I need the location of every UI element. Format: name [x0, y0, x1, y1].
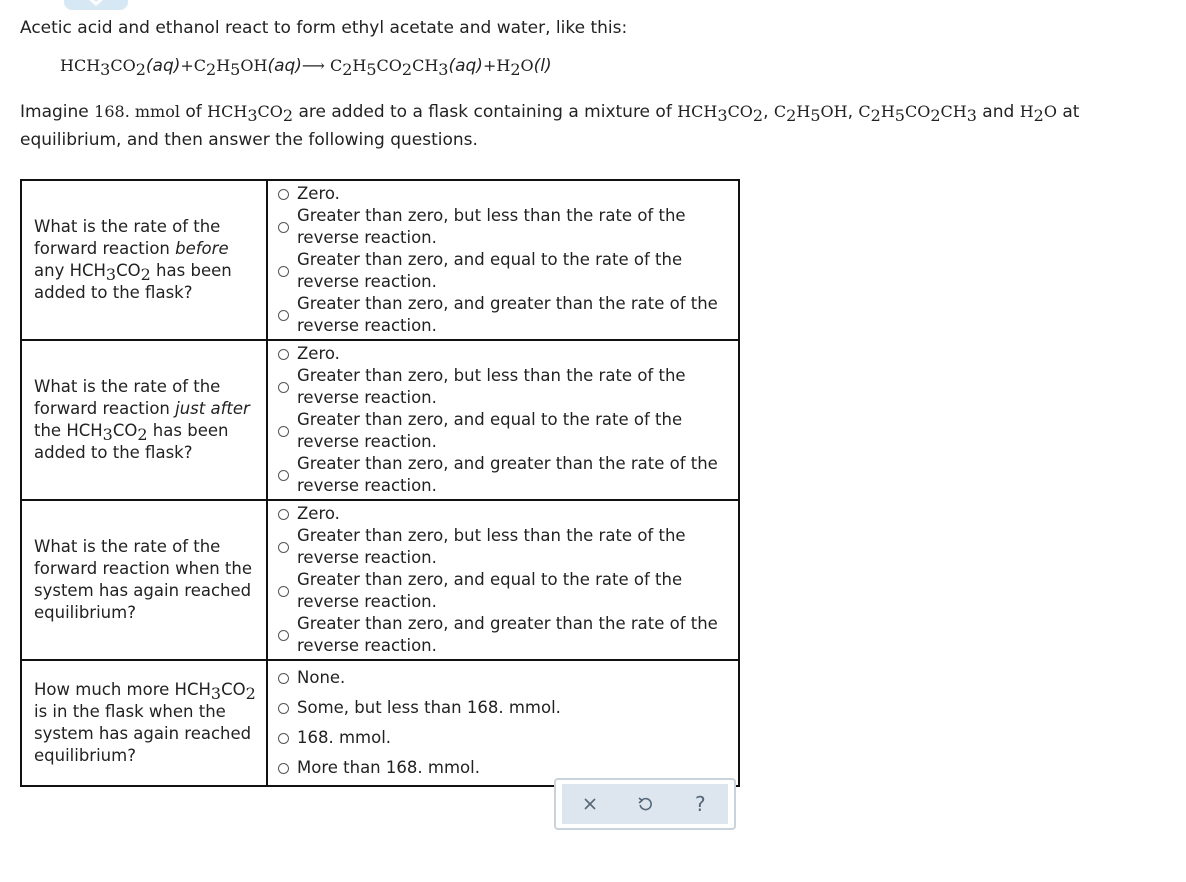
question-text — [21, 660, 267, 786]
radio-button[interactable] — [278, 542, 289, 553]
answer-option[interactable] — [278, 503, 730, 525]
subscript: 2 — [206, 60, 217, 79]
text-run: has been added to the flask? — [34, 261, 232, 302]
subscript: 2 — [342, 60, 353, 79]
answer-options — [267, 660, 739, 786]
text-run: (l) — [533, 56, 552, 76]
subscript: 3 — [210, 684, 222, 703]
text-run: HCH — [60, 56, 101, 75]
subscript: 5 — [810, 106, 821, 125]
question-row — [21, 660, 739, 786]
subscript: 5 — [894, 106, 905, 125]
option-label: Greater than zero, and equal to the rate of the reverse reaction. — [297, 570, 683, 611]
text-run: CH — [940, 102, 967, 121]
answer-option[interactable] — [278, 343, 730, 365]
subscript: 3 — [247, 106, 258, 125]
answer-toolbar — [554, 778, 736, 830]
text-run: How much more HCH — [34, 680, 211, 699]
text-run: (aq) — [267, 56, 302, 76]
text-run: CO — [727, 102, 753, 121]
text-run: Imagine — [20, 102, 95, 122]
option-label: Zero. — [297, 184, 340, 203]
text-run: O — [1043, 102, 1057, 121]
question-text — [21, 180, 267, 340]
answer-option[interactable] — [278, 183, 730, 205]
text-run: (aq) — [145, 56, 181, 76]
text-run: C — [329, 56, 343, 75]
text-run: CO — [116, 261, 141, 280]
radio-button[interactable] — [278, 189, 289, 200]
option-label: Some, but less than 168. mmol. — [297, 698, 561, 717]
radio-button[interactable] — [278, 509, 289, 520]
subscript: 3 — [966, 106, 977, 125]
option-label: Greater than zero, but less than the rate of the reverse reaction. — [297, 526, 686, 567]
subscript: 3 — [100, 60, 111, 79]
option-label: Greater than zero, and equal to the rate of the reverse reaction. — [297, 250, 683, 291]
question-table — [20, 179, 740, 787]
subscript: 2 — [137, 425, 148, 444]
subscript: 2 — [870, 106, 881, 125]
text-run: H — [880, 102, 895, 121]
text-run: H — [352, 56, 367, 75]
text-run: before — [175, 239, 229, 258]
option-label: Greater than zero, and greater than the rate of the reverse reaction. — [297, 294, 718, 335]
intro-text: Acetic acid and ethanol react to form ethyl acetate and water, like this: — [20, 18, 628, 38]
answer-option[interactable] — [278, 613, 730, 657]
subscript: 5 — [366, 60, 377, 79]
text-run: What is the rate of the forward reaction — [34, 217, 221, 258]
radio-button[interactable] — [278, 470, 289, 481]
problem-paragraph — [20, 98, 1160, 154]
subscript: 2 — [140, 265, 151, 284]
question-row — [21, 180, 739, 340]
chevron-down-icon — [86, 0, 106, 6]
text-run: are added to a flask containing a mixture of — [293, 102, 678, 122]
help-button[interactable]: ? — [695, 792, 706, 816]
option-label: Zero. — [297, 344, 340, 363]
text-run: (aq) — [448, 56, 483, 76]
subscript: 2 — [1033, 106, 1044, 125]
text-run: HCH — [677, 102, 718, 121]
clear-button[interactable] — [574, 788, 606, 820]
text-run: What is the rate of the forward reaction when the system has again reached equilibrium? — [34, 537, 252, 622]
answer-option[interactable] — [278, 205, 730, 249]
radio-button[interactable] — [278, 733, 289, 744]
answer-option[interactable] — [278, 525, 730, 569]
question-text — [21, 500, 267, 660]
text-run: and — [976, 102, 1020, 122]
question-text — [21, 340, 267, 500]
radio-button[interactable] — [278, 703, 289, 714]
text-run: the HCH — [34, 421, 103, 440]
text-run: CO — [257, 102, 283, 121]
undo-button[interactable] — [629, 788, 661, 820]
text-run: C — [193, 56, 207, 75]
answer-options — [267, 500, 739, 660]
answer-options — [267, 180, 739, 340]
radio-button[interactable] — [278, 382, 289, 393]
text-run: H — [796, 102, 811, 121]
option-label: Greater than zero, and equal to the rate of the reverse reaction. — [297, 410, 683, 451]
radio-button[interactable] — [278, 586, 289, 597]
option-label: 168. mmol. — [297, 728, 392, 747]
subscript: 3 — [717, 106, 728, 125]
text-run: HCH — [207, 102, 248, 121]
option-label: Greater than zero, and greater than the rate of the reverse reaction. — [297, 614, 718, 655]
subscript: 5 — [230, 60, 241, 79]
radio-button[interactable] — [278, 630, 289, 641]
radio-button[interactable] — [278, 673, 289, 684]
text-run: CO — [904, 102, 931, 121]
text-run: CO — [110, 56, 136, 75]
text-run: CH — [412, 56, 439, 75]
subscript: 2 — [510, 60, 521, 79]
subscript: 2 — [135, 60, 146, 79]
text-run: at equilibrium, and then answer the following questions. — [20, 102, 1080, 150]
text-run: any HCH — [34, 261, 106, 280]
option-label: Zero. — [297, 504, 340, 523]
text-run: 168. mmol — [94, 102, 180, 121]
radio-button[interactable] — [278, 763, 289, 774]
text-run: , — [847, 102, 859, 122]
text-run: CO — [112, 421, 138, 440]
subscript: 3 — [102, 425, 113, 444]
text-run: OH — [240, 56, 268, 75]
radio-button[interactable] — [278, 310, 289, 321]
answer-option[interactable] — [278, 249, 730, 293]
text-run: OH — [820, 102, 848, 121]
option-label: Greater than zero, but less than the rate of the reverse reaction. — [297, 366, 686, 407]
option-label: Greater than zero, but less than the rate of the reverse reaction. — [297, 206, 686, 247]
text-run: just after — [175, 399, 250, 418]
text-run: is in the flask when the system has again reached equilibrium? — [34, 702, 252, 765]
text-run: CO — [221, 680, 246, 699]
answer-option[interactable] — [278, 453, 730, 497]
answer-option[interactable] — [278, 663, 730, 693]
answer-option[interactable] — [278, 409, 730, 453]
undo-icon — [637, 796, 653, 812]
answer-option[interactable] — [278, 293, 730, 337]
subscript: 2 — [282, 106, 294, 125]
subscript: 2 — [786, 106, 797, 125]
radio-button[interactable] — [278, 349, 289, 360]
text-run: CO — [376, 56, 402, 75]
reaction-equation — [60, 56, 552, 79]
text-run: H — [1019, 102, 1034, 121]
subscript: 3 — [438, 60, 449, 79]
collapse-tab[interactable] — [64, 0, 128, 10]
text-run: of — [179, 102, 208, 122]
subscript: 3 — [105, 265, 117, 284]
text-run: What is the rate of the forward reaction — [34, 377, 221, 418]
answer-option[interactable] — [278, 365, 730, 409]
answer-option[interactable] — [278, 723, 730, 753]
subscript: 2 — [930, 106, 941, 125]
text-run: H — [216, 56, 231, 75]
text-run: O — [520, 56, 534, 75]
text-run: , — [763, 102, 774, 122]
radio-button[interactable] — [278, 222, 289, 233]
text-run: C — [858, 102, 871, 121]
text-run: H — [496, 56, 511, 75]
text-run: + — [180, 56, 194, 75]
text-run: ⟶ — [301, 56, 330, 75]
answer-options — [267, 340, 739, 500]
x-icon — [583, 797, 597, 811]
question-row — [21, 500, 739, 660]
option-label: Greater than zero, and greater than the rate of the reverse reaction. — [297, 454, 718, 495]
question-row — [21, 340, 739, 500]
text-run: C — [773, 102, 787, 121]
subscript: 2 — [401, 60, 413, 79]
answer-option[interactable] — [278, 693, 730, 723]
subscript: 2 — [752, 106, 764, 125]
radio-button[interactable] — [278, 426, 289, 437]
text-run: has been added to the flask? — [34, 421, 229, 462]
option-label: More than 168. mmol. — [297, 758, 480, 777]
text-run: + — [482, 56, 497, 75]
option-label: None. — [297, 668, 346, 687]
subscript: 2 — [245, 684, 256, 703]
answer-option[interactable] — [278, 569, 730, 613]
radio-button[interactable] — [278, 266, 289, 277]
